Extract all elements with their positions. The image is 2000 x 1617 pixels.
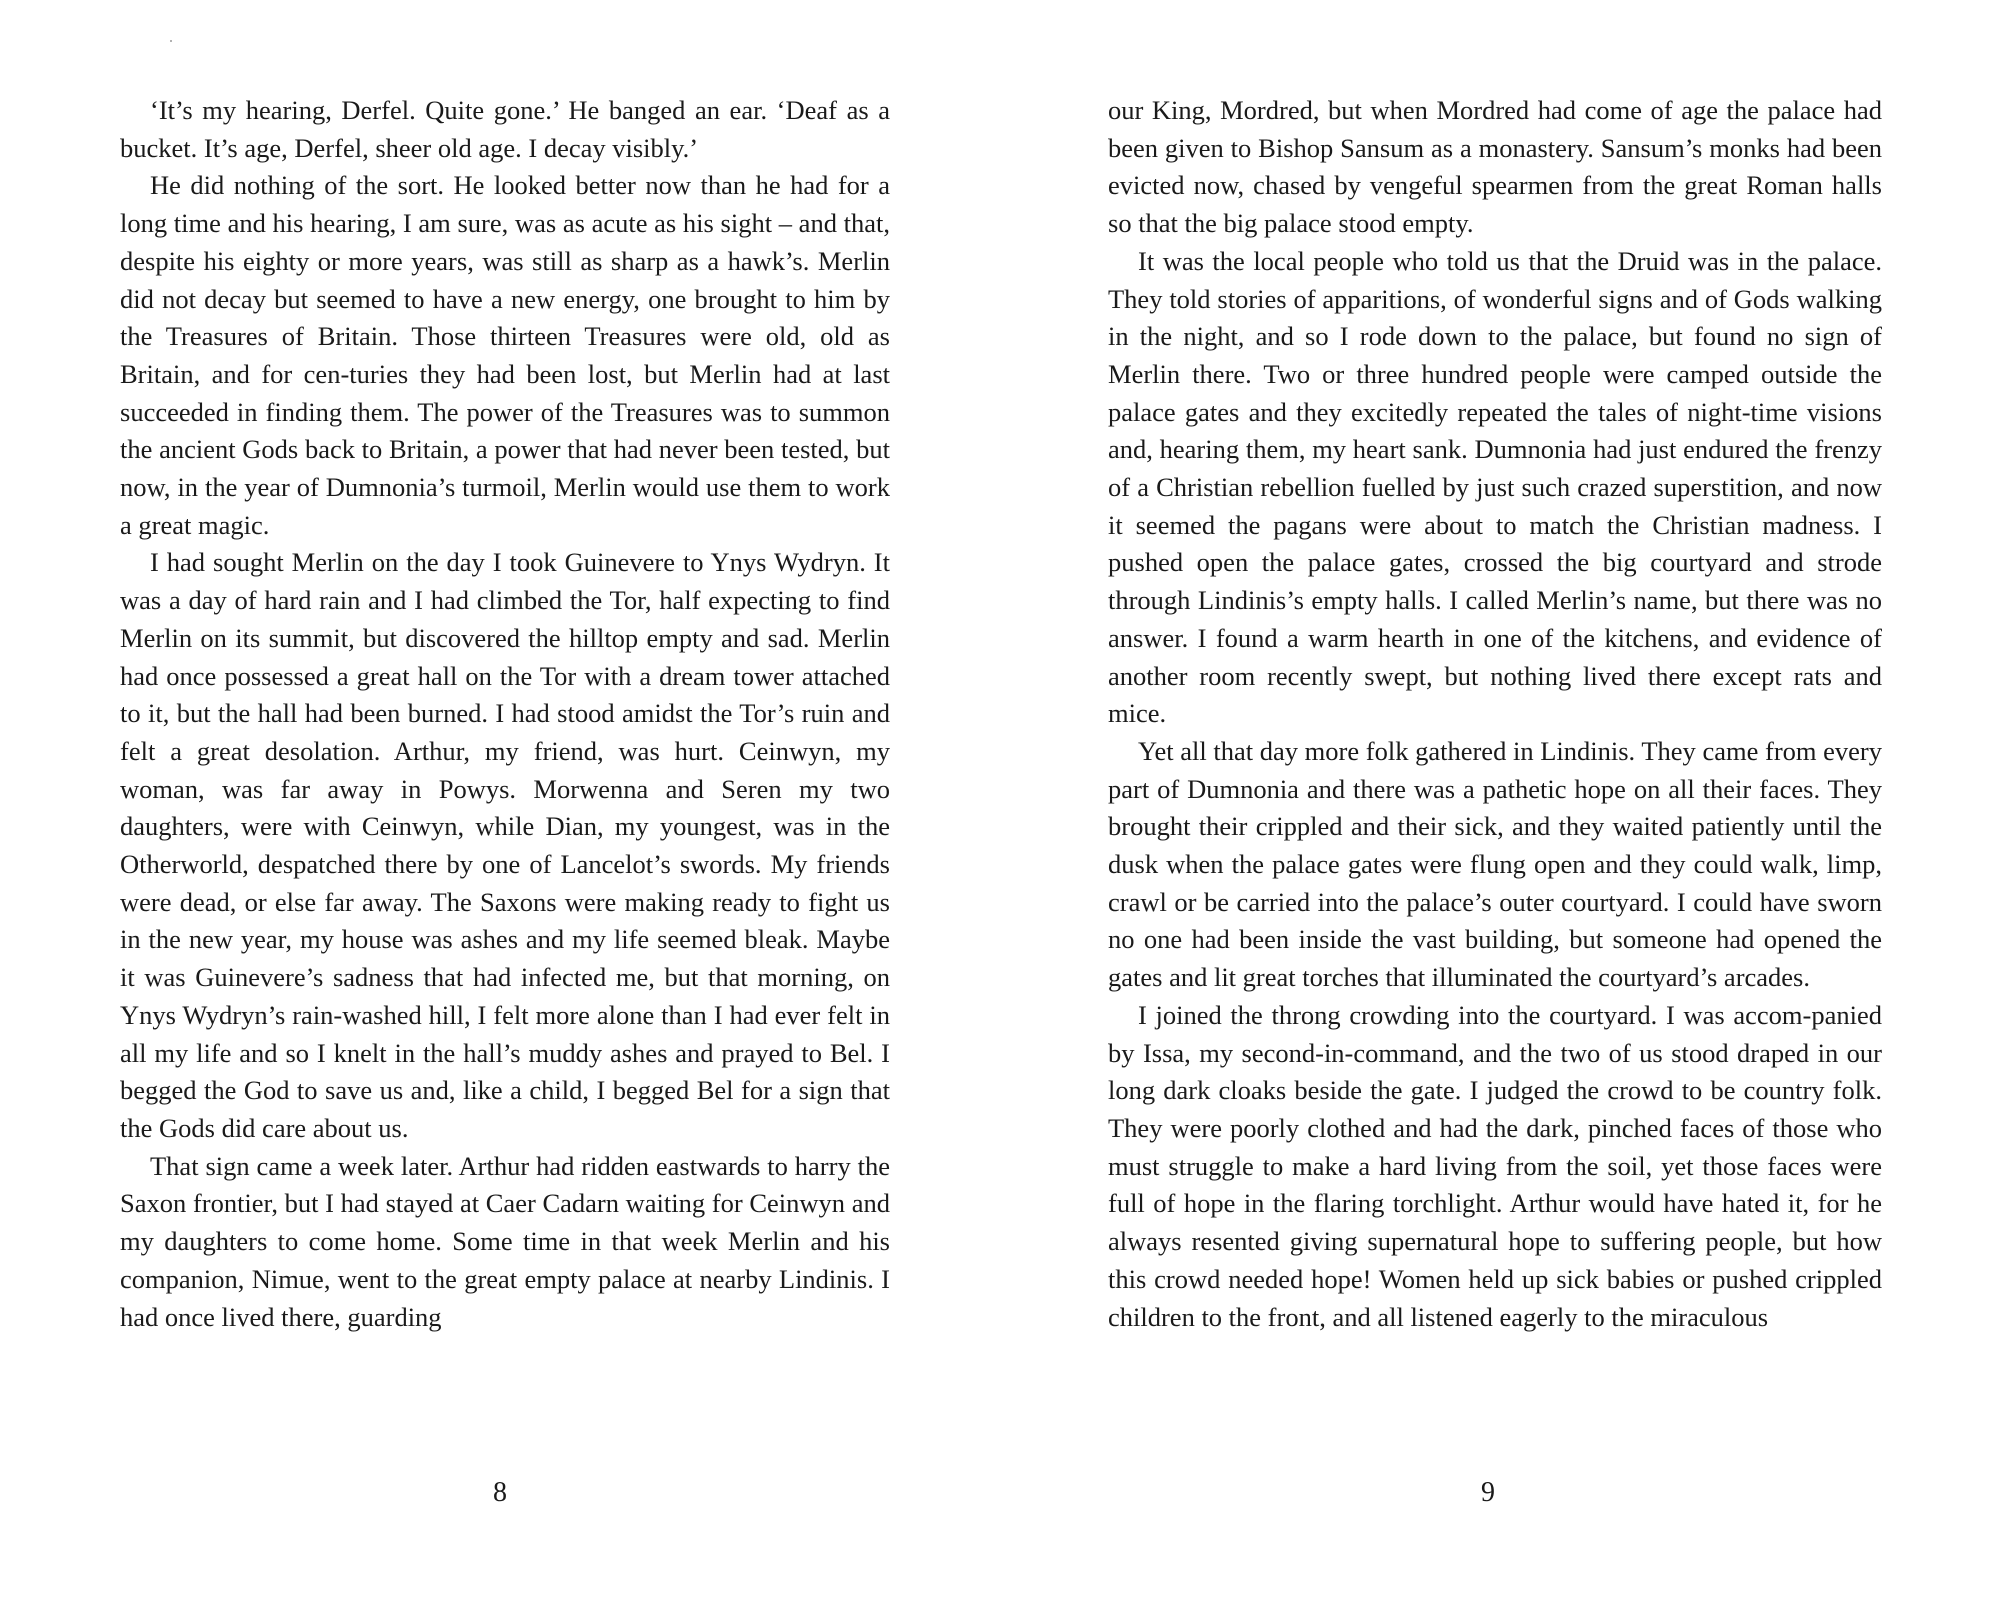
paragraph: our King, Mordred, but when Mordred had come of age the palace had been given to Bishop Sansum as a monastery. Sansum’s monks had been evicted now, chased by vengeful spearmen from the great Roman halls so that the big palace stood empty.: [1108, 95, 1882, 239]
page-number: 8: [493, 1477, 507, 1508]
paragraph: He did nothing of the sort. He looked better now than he had for a long time and his hearing, I am sure, was as acute as his sight – and that, despite his eighty or more years, was still as sharp as a hawk’s. Merlin did not decay but seemed to have a new energy, one brought to him by the Treasures of Britain. Those thirteen Treasures were old, old as Britain, and for cen-turies they had been lost, but Merlin had at last succeeded in finding them. The power of the Treasures was to summon the ancient Gods back to Britain, a power that had never been tested, but now, in the year of Dumnonia’s turmoil, Merlin would use them to work a great magic.: [120, 170, 890, 540]
page-number: 9: [1481, 1477, 1495, 1508]
paragraph: Yet all that day more folk gathered in Lindinis. They came from every part of Dumnonia and there was a pathetic hope on all their faces. They brought their crippled and their sick, and they waited patiently until the dusk when the palace gates were flung open and they could walk, limp, crawl or be carried into the palace’s outer courtyard. I could have sworn no one had been inside the vast building, but someone had opened the gates and lit great torches that illuminated the courtyard’s arcades.: [1108, 735, 1882, 993]
paragraph: It was the local people who told us that the Druid was in the palace. They told stories of apparitions, of wonderful signs and of Gods walking in the night, and so I rode down to the palace, but found no sign of Merlin there. Two or three hundred people were camped outside the palace gates and they excitedly repeated the tales of night-time visions and, hearing them, my heart sank. Dumnonia had just endured the frenzy of a Christian rebellion fuelled by just such crazed superstition, and now it seemed the pagans were about to match the Christian madness. I pushed open the palace gates, crossed the big courtyard and strode through Lindinis’s empty halls. I called Merlin’s name, but there was no answer. I found a warm hearth in one of the kitchens, and evidence of another room recently swept, but nothing lived there except rats and mice.: [1108, 245, 1882, 729]
right-page: [1000, 0, 2000, 1617]
right-page-text: [1108, 92, 1882, 1336]
paragraph: I joined the throng crowding into the courtyard. I was accom-panied by Issa, my second-in-command, and the two of us stood draped in our long dark cloaks beside the gate. I judged the crowd to be country folk. They were poorly clothed and had the dark, pinched faces of those who must struggle to make a hard living from the soil, yet those faces were full of hope in the flaring torchlight. Arthur would have hated it, for he always resented giving supernatural hope to suffering people, but how this crowd needed hope! Women held up sick babies or pushed crippled children to the front, and all listened eagerly to the miraculous: [1108, 999, 1882, 1332]
paragraph: That sign came a week later. Arthur had ridden eastwards to harry the Saxon frontier, but I had stayed at Caer Cadarn waiting for Ceinwyn and my daughters to come home. Some time in that week Merlin and his companion, Nimue, went to the great empty palace at nearby Lindinis. I had once lived there, guarding: [120, 1150, 890, 1332]
paper-speck: [170, 40, 172, 42]
paragraph: ‘It’s my hearing, Derfel. Quite gone.’ He banged an ear. ‘Deaf as a bucket. It’s age, Derfel, sheer old age. I decay visibly.’: [120, 95, 890, 163]
paragraph: I had sought Merlin on the day I took Guinevere to Ynys Wydryn. It was a day of hard rain and I had climbed the Tor, half expecting to find Merlin on its summit, but discovered the hilltop empty and sad. Merlin had once possessed a great hall on the Tor with a dream tower attached to it, but the hall had been burned. I had stood amidst the Tor’s ruin and felt a great desolation. Arthur, my friend, was hurt. Ceinwyn, my woman, was far away in Powys. Morwenna and Seren my two daughters, were with Ceinwyn, while Dian, my youngest, was in the Otherworld, despatched there by one of Lancelot’s swords. My friends were dead, or else far away. The Saxons were making ready to fight us in the new year, my house was ashes and my life seemed bleak. Maybe it was Guinevere’s sadness that had infected me, but that morning, on Ynys Wydryn’s rain-washed hill, I felt more alone than I had ever felt in all my life and so I knelt in the hall’s muddy ashes and prayed to Bel. I begged the God to save us and, like a child, I begged Bel for a sign that the Gods did care about us.: [120, 547, 890, 1143]
left-page-text: [120, 92, 890, 1336]
